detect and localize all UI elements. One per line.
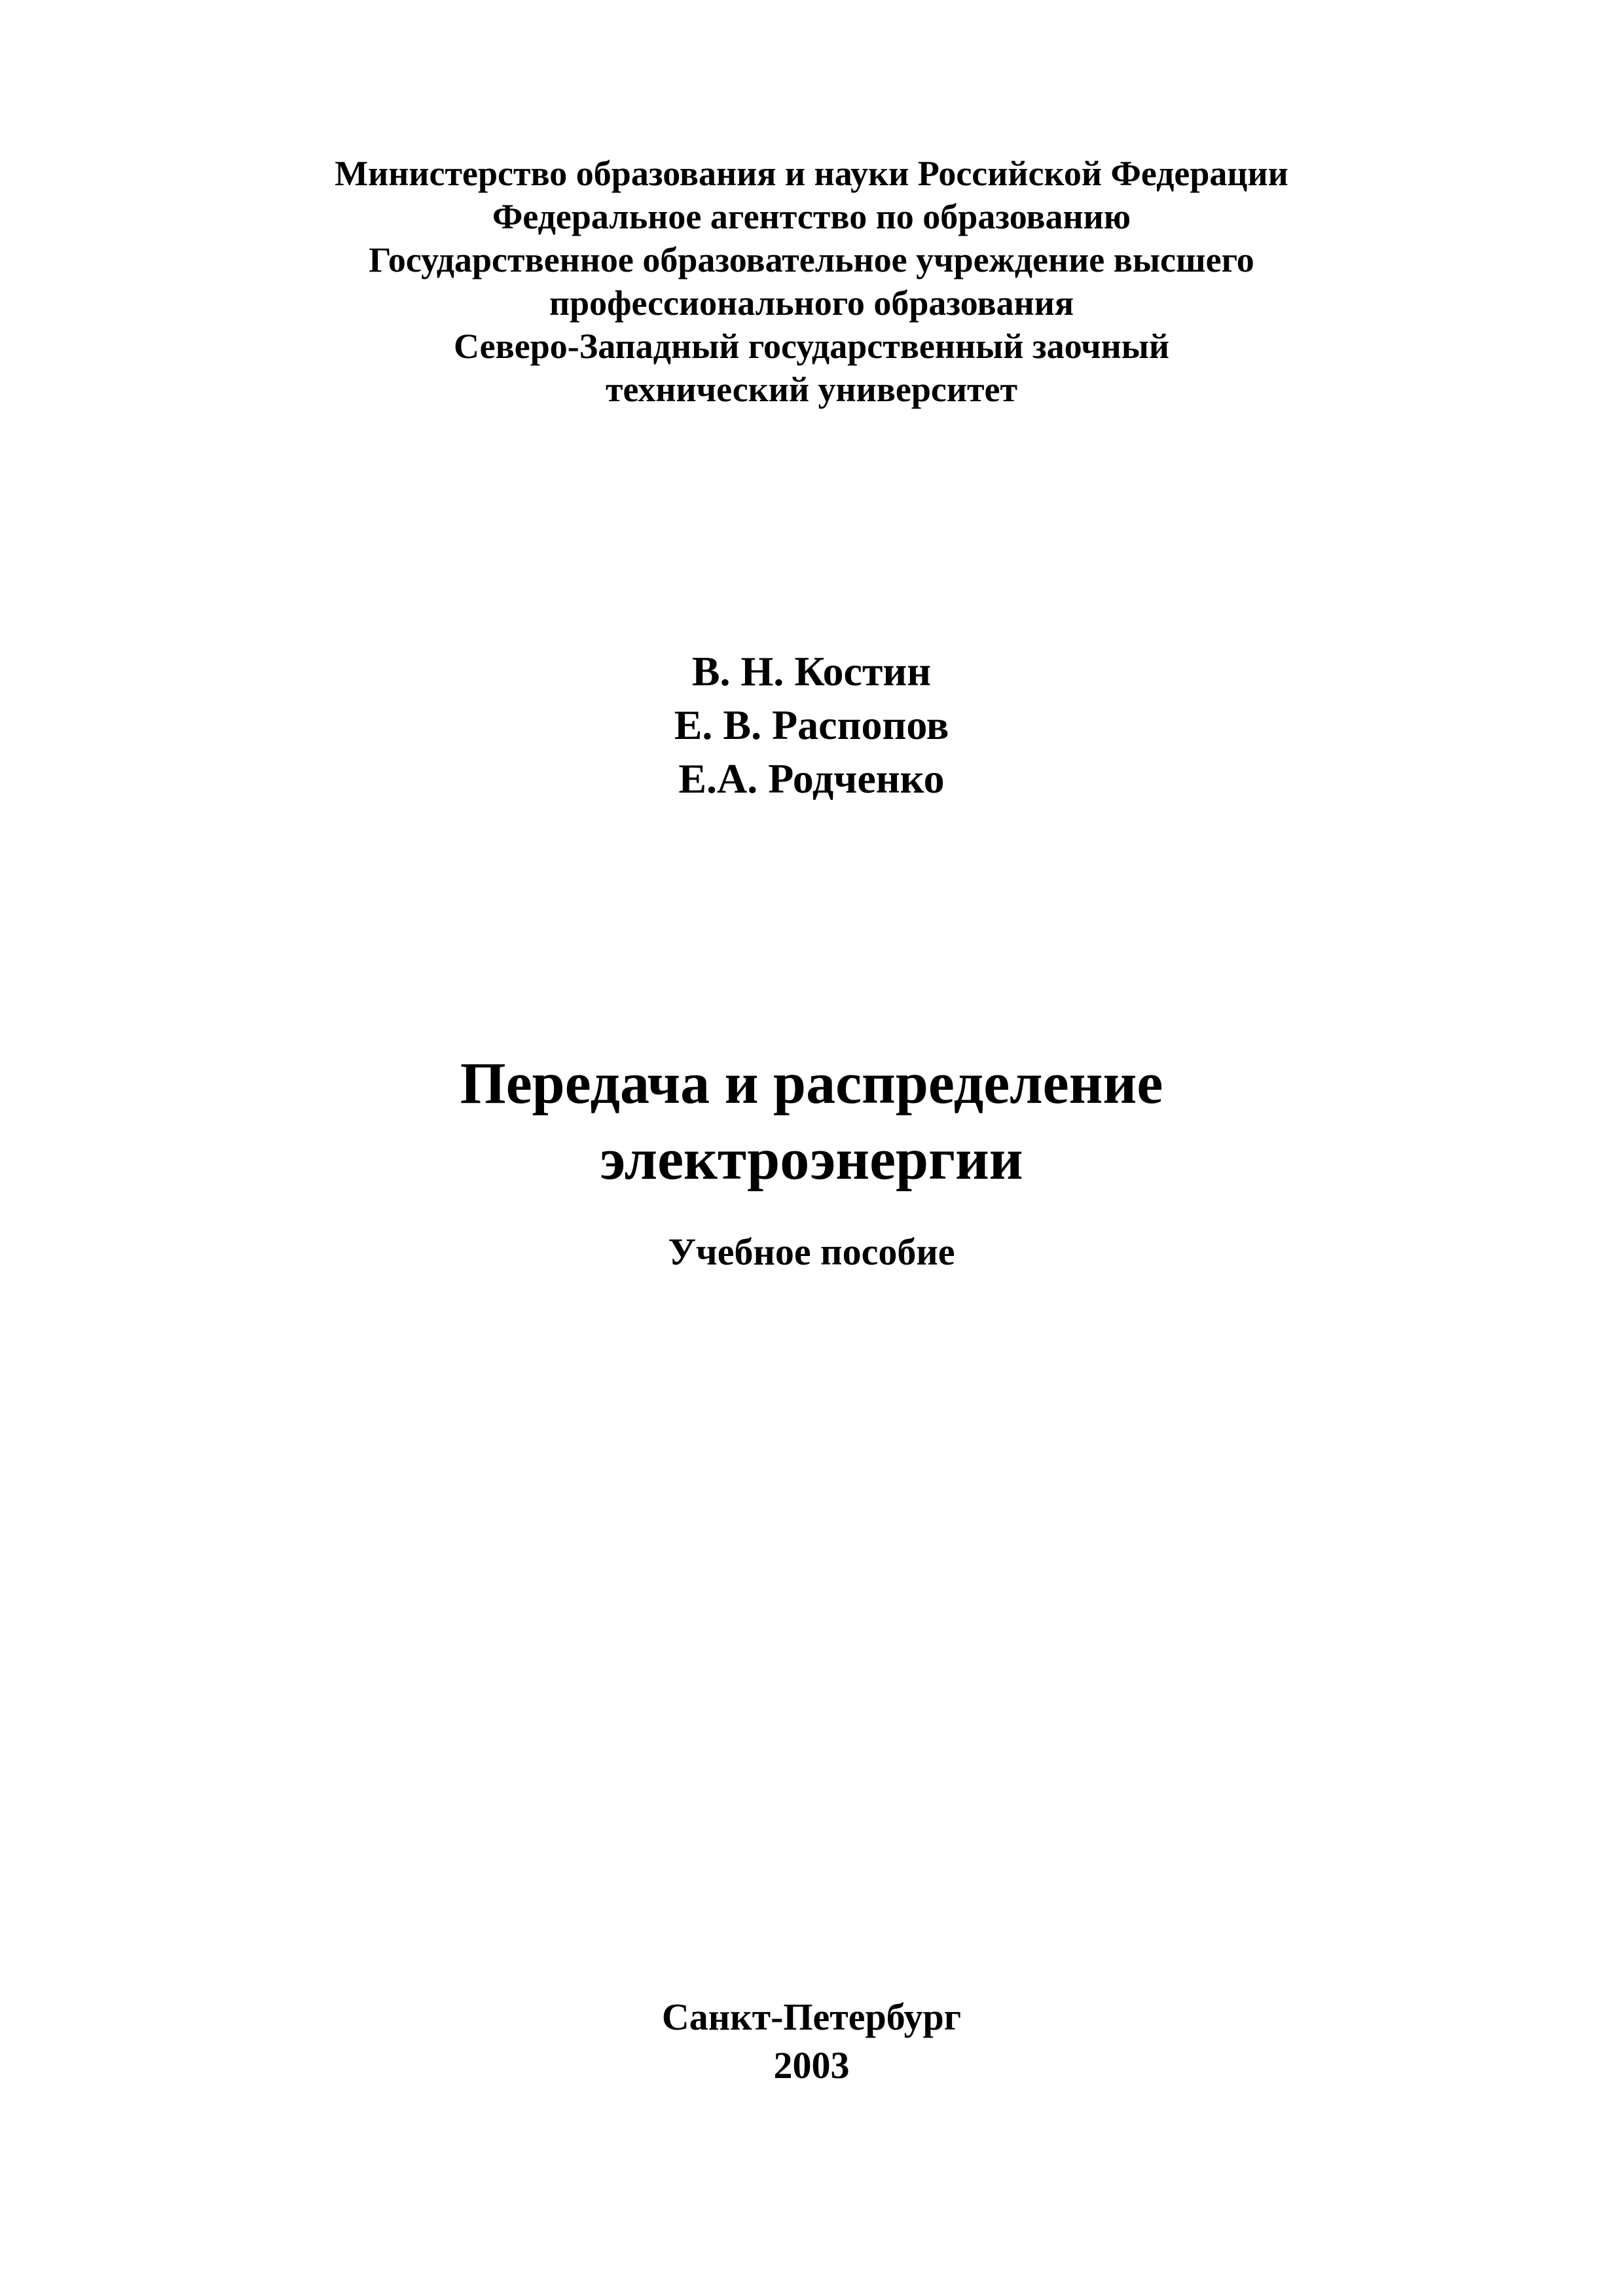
imprint <box>0 1993 1623 2090</box>
book-title <box>0 1046 1623 1198</box>
institution-header <box>0 152 1623 411</box>
author-list <box>0 645 1623 806</box>
author-name: Е.А. Родченко <box>678 755 945 802</box>
author-name: В. Н. Костин <box>691 648 932 694</box>
imprint-year: 2003 <box>773 2044 850 2087</box>
institution-line: профессионального образования <box>549 283 1074 323</box>
institution-line: технический университет <box>605 370 1017 409</box>
institution-line: Северо-Западный государственный заочный <box>453 327 1170 366</box>
institution-line: Федеральное агентство по образованию <box>492 197 1131 236</box>
institution-line: Государственное образовательное учреждение высшего <box>369 240 1254 279</box>
imprint-city: Санкт-Петербург <box>661 1996 962 2038</box>
institution-line: Министерство образования и науки Российской Федерации <box>335 154 1288 193</box>
book-subtitle-text: Учебное пособие <box>668 1230 955 1273</box>
book-title-line: Передача и распределение <box>460 1051 1163 1116</box>
book-subtitle <box>0 1229 1623 1275</box>
book-title-line: электроэнергии <box>600 1127 1023 1192</box>
author-name: Е. В. Распопов <box>674 702 949 748</box>
